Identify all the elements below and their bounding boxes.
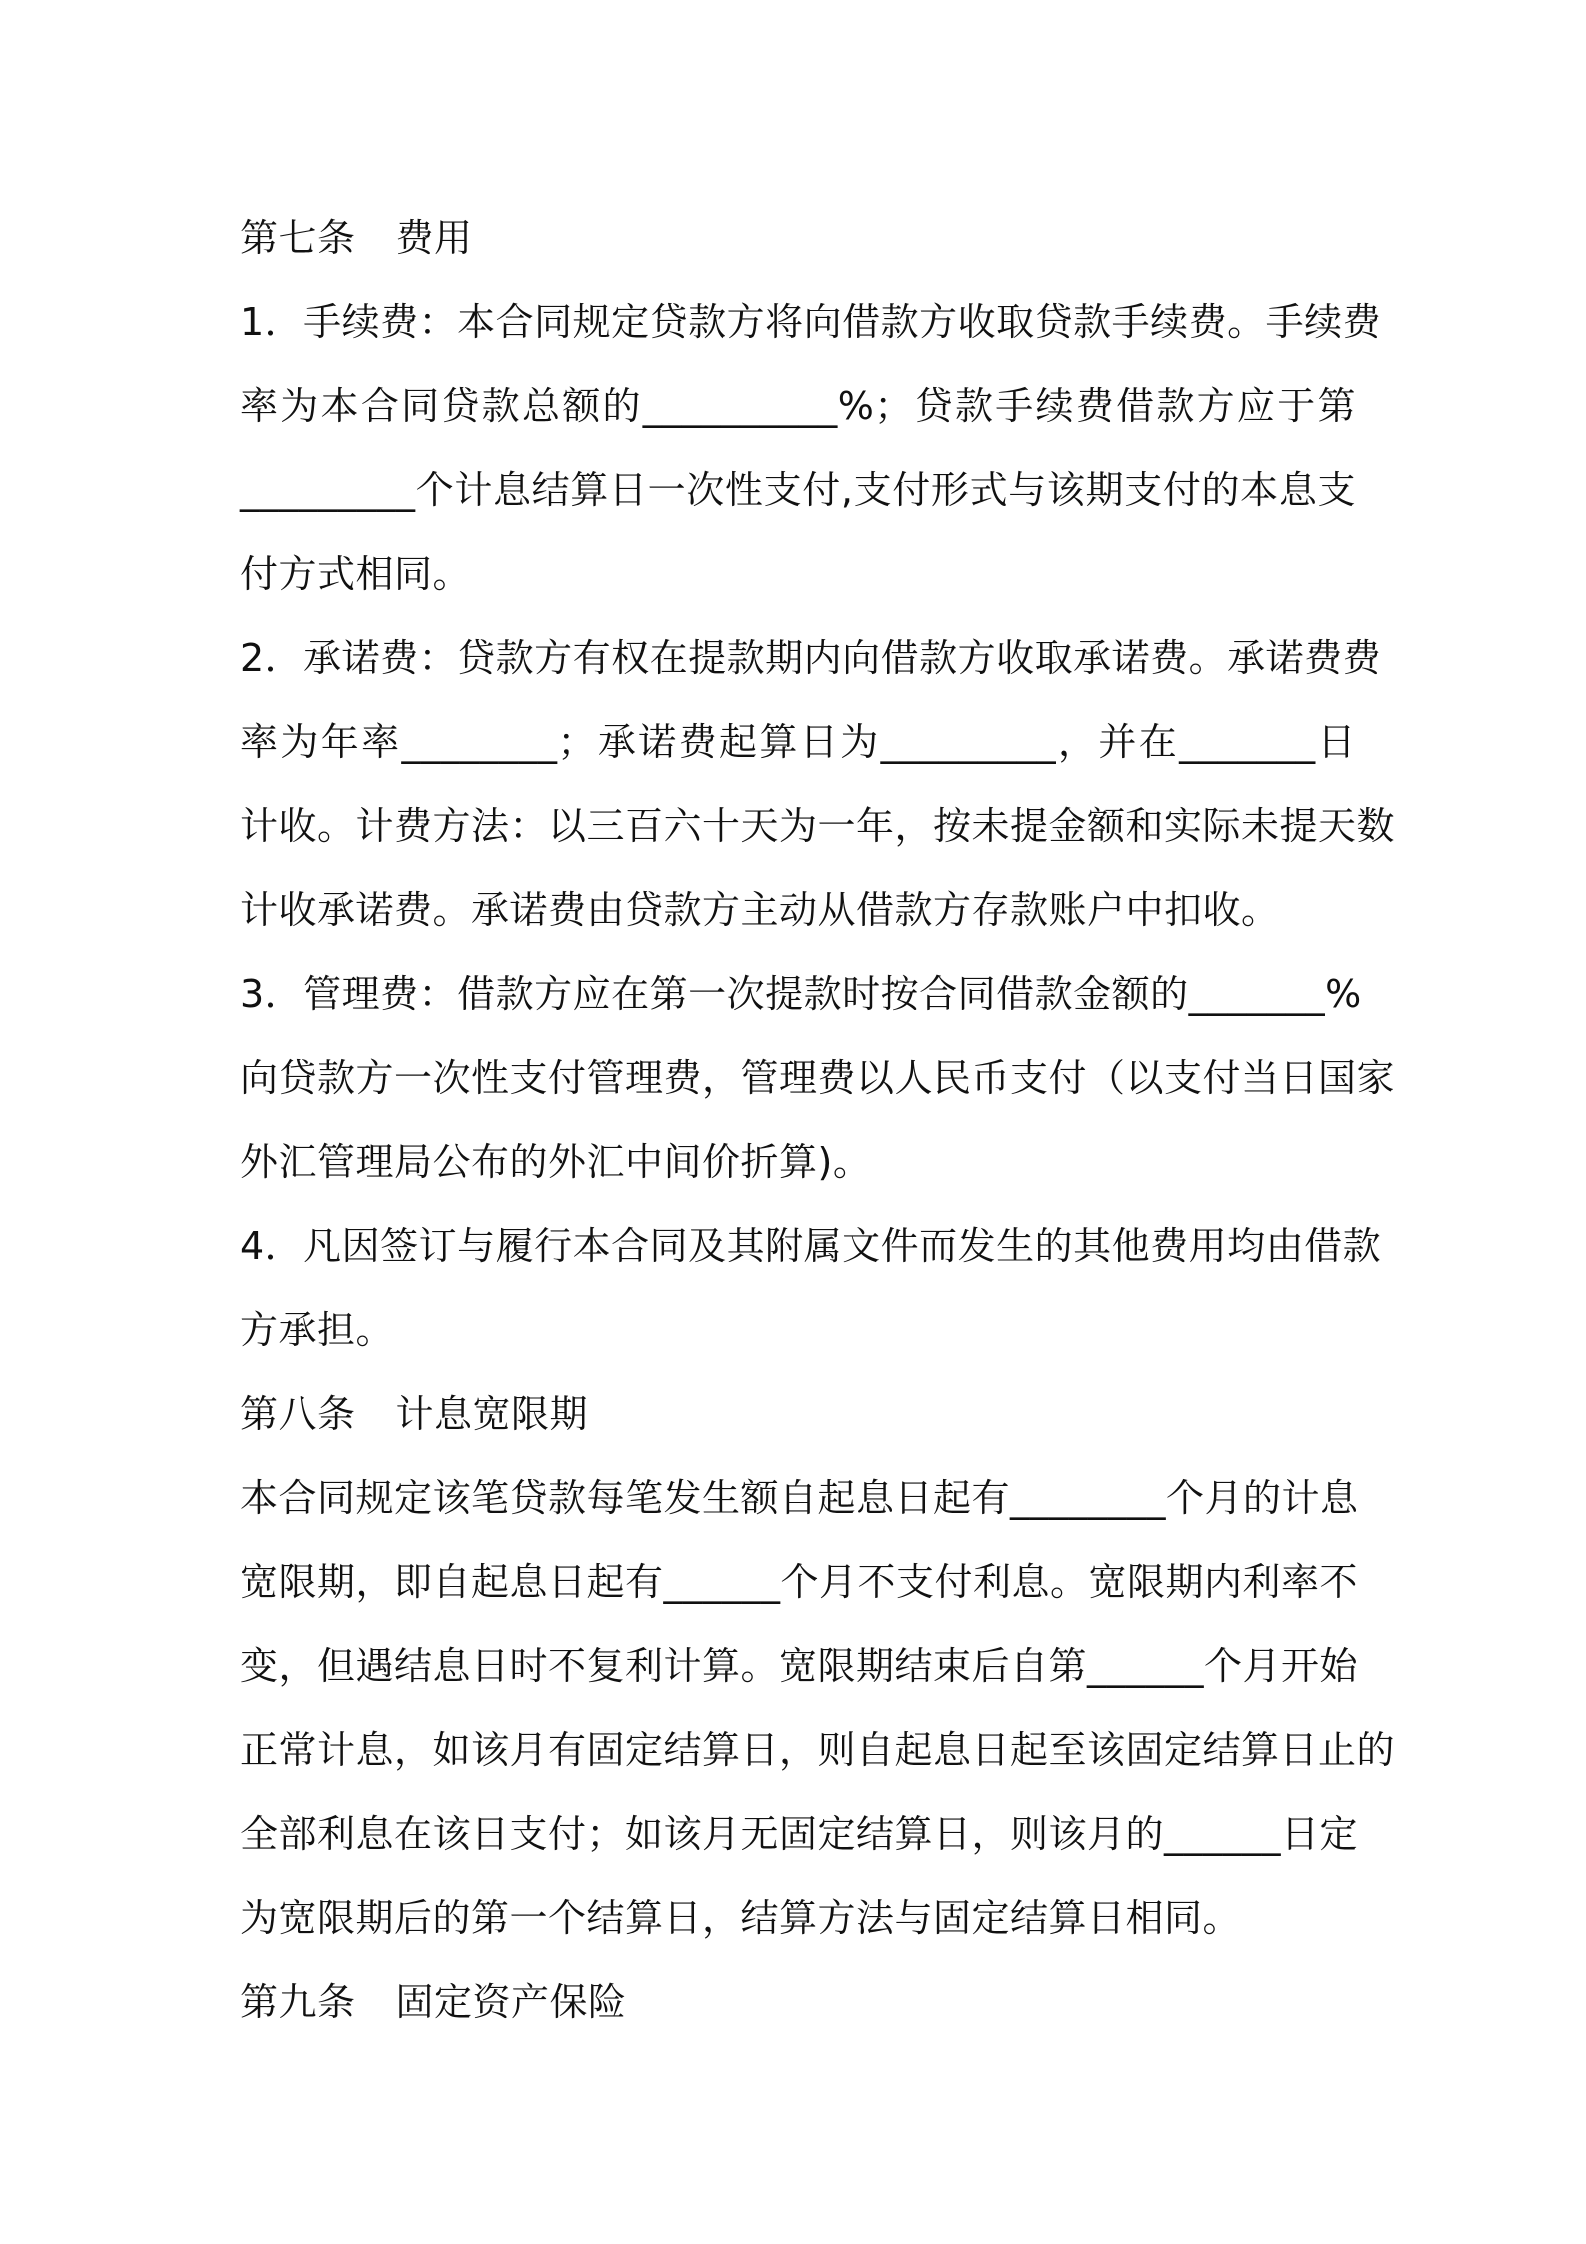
article-8-line-6: 为宽限期后的第一个结算日，结算方法与固定结算日相同。	[240, 1896, 1242, 1940]
article-8-heading	[240, 1372, 1356, 1456]
article-7-number: 第七条	[240, 216, 356, 260]
article-7-line-4: 付方式相同。	[240, 552, 472, 596]
article-7-line-3: _________个计息结算日一次性支付,支付形式与该期支付的本息支	[240, 468, 1356, 512]
article-7-line-9: 3．管理费：借款方应在第一次提款时按合同借款金额的_______%	[240, 972, 1362, 1016]
article-8-line-4: 正常计息，如该月有固定结算日，则自起息日起至该固定结算日止的	[240, 1728, 1396, 1772]
article-7-line-7: 计收。计费方法：以三百六十天为一年，按未提金额和实际未提天数	[240, 804, 1396, 848]
article-9-heading	[240, 1960, 1356, 2044]
article-7-line-8: 计收承诺费。承诺费由贷款方主动从借款方存款账户中扣收。	[240, 888, 1280, 932]
article-7-line-10: 向贷款方一次性支付管理费，管理费以人民币支付（以支付当日国家	[240, 1056, 1396, 1100]
article-7-line-12: 4．凡因签订与履行本合同及其附属文件而发生的其他费用均由借款	[240, 1224, 1382, 1268]
article-8-line-5: 全部利息在该日支付；如该月无固定结算日，则该月的______日定	[240, 1812, 1359, 1856]
article-8-line-1: 本合同规定该笔贷款每笔发生额自起息日起有________个月的计息	[240, 1476, 1359, 1520]
article-7-line-6: 率为年率________；承诺费起算日为_________，并在_______日	[240, 720, 1356, 764]
article-7-line-11: 外汇管理局公布的外汇中间价折算)。	[240, 1140, 872, 1184]
article-7-title: 费用	[395, 216, 473, 260]
article-8-line-3: 变，但遇结息日时不复利计算。宽限期结束后自第______个月开始	[240, 1644, 1359, 1688]
article-7-line-5: 2．承诺费：贷款方有权在提款期内向借款方收取承诺费。承诺费费	[240, 636, 1382, 680]
article-8-title: 计息宽限期	[395, 1392, 589, 1436]
article-7-line-1: 1．手续费：本合同规定贷款方将向借款方收取贷款手续费。手续费	[240, 300, 1382, 344]
article-7-line-2: 率为本合同贷款总额的__________%；贷款手续费借款方应于第	[240, 384, 1356, 428]
article-7-line-13: 方承担。	[240, 1308, 395, 1352]
document-body	[240, 196, 1396, 2044]
article-8-number: 第八条	[240, 1392, 356, 1436]
article-9-title: 固定资产保险	[395, 1980, 627, 2024]
article-9-number: 第九条	[240, 1980, 356, 2024]
article-7-heading	[240, 196, 1356, 280]
article-8-line-2: 宽限期，即自起息日起有______个月不支付利息。宽限期内利率不	[240, 1560, 1359, 1604]
